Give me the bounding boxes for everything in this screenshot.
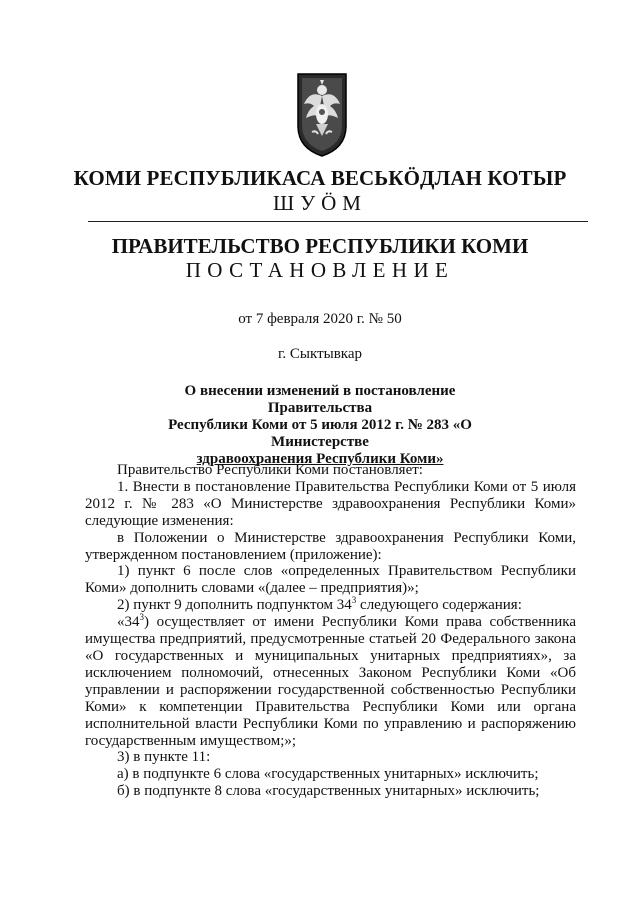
paragraph-new-subitem [85,614,576,749]
document-city: г. Сыктывкар [277,346,363,362]
header-org-russian: ПРАВИТЕЛЬСТВО РЕСПУБЛИКИ КОМИ [111,234,529,258]
paragraph-preamble: Правительство Республики Коми постановляет: [117,462,423,478]
header-divider [88,221,588,222]
paragraph-regulation: в Положении о Министерстве здравоохранения Республики Коми, утвержденном постановлением (приложение): [85,529,576,563]
subitem-2-text: 2) пункт 9 дополнить подпунктом 34 [117,597,352,614]
header-doc-type-russian: ПОСТАНОВЛЕНИЕ [185,258,455,282]
document-title [150,383,490,468]
coat-of-arms-icon [296,70,348,158]
document-body [85,462,576,800]
new-subitem-start: «34 [117,614,140,631]
paragraph-subitem-3a: а) в подпункте 6 слова «государственных унитарных» исключить; [117,766,539,783]
document-date: от 7 февраля 2020 г. № 50 [238,311,402,327]
paragraph-subitem-2 [85,597,576,614]
paragraph-subitem-3: 3) в пункте 11: [117,749,211,766]
title-line-2: Республики Коми от 5 июля 2012 г. № 283 «О Министерстве [168,417,472,450]
paragraph-subitem-3b: б) в подпункте 8 слова «государственных унитарных» исключить; [117,783,540,800]
subitem-2-text-end: следующего содержания: [356,597,522,614]
title-line-3: здравоохранения Республики Коми» [196,451,444,467]
header-org-komi: КОМИ РЕСПУБЛИКАСА ВЕСЬКÖДЛАН КОТЫР [73,166,567,190]
new-subitem-text: ) осуществляет от имени Республики Коми права собственника имущества предприятий, предусмотренные статьей 20 Федерального закона «О государственных и муниципальных унитарных предприятиях», за исключением полномочий, отнесенных Законом Республики Коми «Об управлении и распоряжении государственной собственностью Республики Коми» к компетенции Правительства Республики Коми или органа исполнительной власти Республики Коми по управлению и распоряжению государственным имуществом;»; [85,614,576,749]
header-doc-type-komi: ШУÖМ [273,191,367,215]
paragraph-subitem-1: 1) пункт 6 после слов «определенных Правительством Республики Коми» дополнить словами «(далее – предприятия)»; [85,563,576,597]
title-line-1: О внесении изменений в постановление Правительства [184,383,456,416]
paragraph-item-1: 1. Внести в постановление Правительства Республики Коми от 5 июля 2012 г. № 283 «О Министерстве здравоохранения Республики Коми» следующие изменения: [85,478,576,529]
superscript: 3 [139,612,144,623]
superscript: 3 [351,595,357,606]
